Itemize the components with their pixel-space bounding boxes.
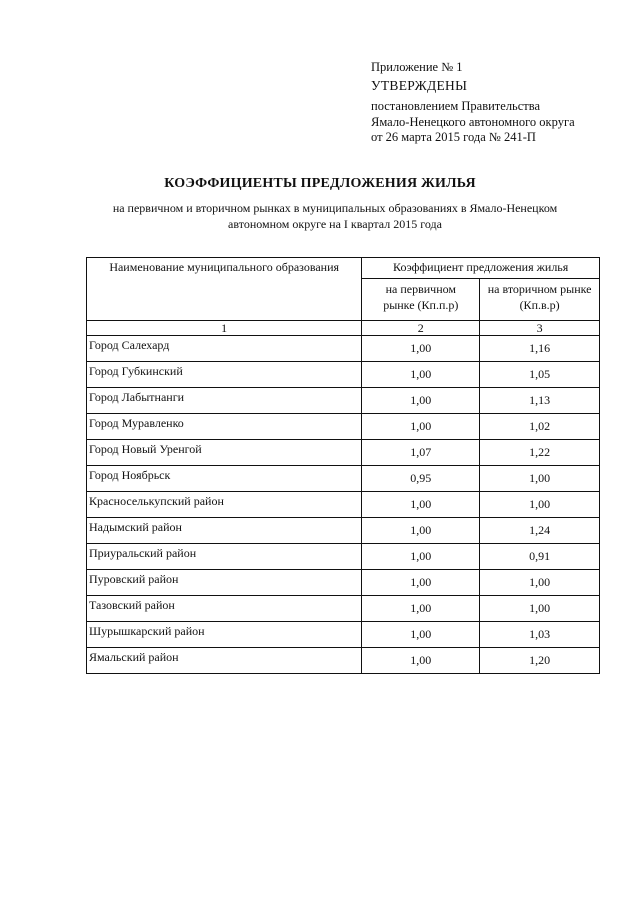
approval-stamp: [371, 60, 621, 146]
municipality-name-cell: Красноселькупский район: [87, 492, 362, 518]
primary-coefficient-cell: 1,00: [362, 596, 480, 622]
table-row: [87, 544, 600, 570]
column-number-row: [87, 321, 600, 336]
primary-coefficient-cell: 1,00: [362, 492, 480, 518]
secondary-coefficient-cell: 1,13: [480, 388, 600, 414]
primary-coefficient-cell: 1,00: [362, 648, 480, 674]
document-title: КОЭФФИЦИЕНТЫ ПРЕДЛОЖЕНИЯ ЖИЛЬЯ: [164, 176, 476, 191]
table-row: [87, 336, 600, 362]
table-row: [87, 492, 600, 518]
decree-line-3: от 26 марта 2015 года № 241-П: [371, 130, 536, 144]
table-row: [87, 466, 600, 492]
secondary-coefficient-cell: 0,91: [480, 544, 600, 570]
header-primary-line-2: рынке (Кп.п.р): [383, 297, 459, 312]
municipality-name-cell: Тазовский район: [87, 596, 362, 622]
secondary-coefficient-cell: 1,24: [480, 518, 600, 544]
document-subtitle: [90, 200, 580, 232]
table-row: [87, 440, 600, 466]
header-secondary-line-2: (Кп.в.р): [519, 297, 560, 312]
header-municipality: Наименование муниципального образования: [87, 258, 362, 321]
secondary-coefficient-cell: 1,03: [480, 622, 600, 648]
primary-coefficient-cell: 1,00: [362, 622, 480, 648]
table-row: [87, 622, 600, 648]
municipality-name-cell: Шурышкарский район: [87, 622, 362, 648]
header-secondary-market: [480, 278, 600, 320]
table-row: [87, 596, 600, 622]
coefficients-table: [86, 257, 600, 674]
table-row: [87, 414, 600, 440]
header-coefficient: Коэффициент предложения жилья: [362, 258, 600, 279]
municipality-name-cell: Город Новый Уренгой: [87, 440, 362, 466]
column-number: 2: [362, 321, 480, 336]
secondary-coefficient-cell: 1,22: [480, 440, 600, 466]
header-primary-market: [362, 278, 480, 320]
municipality-name-cell: Город Лабытнанги: [87, 388, 362, 414]
table-body: [87, 336, 600, 674]
municipality-name-cell: Приуральский район: [87, 544, 362, 570]
header-secondary-line-1: на вторичном рынке: [487, 281, 592, 296]
table-row: [87, 648, 600, 674]
subtitle-line-2: автономном округе на I квартал 2015 года: [228, 217, 442, 231]
municipality-name-cell: Надымский район: [87, 518, 362, 544]
municipality-name-cell: Город Ноябрьск: [87, 466, 362, 492]
secondary-coefficient-cell: 1,05: [480, 362, 600, 388]
subtitle-line-1: на первичном и вторичном рынках в муниципальных образованиях в Ямало-Ненецком: [112, 201, 558, 215]
header-primary-line-1: на первичном: [385, 281, 456, 296]
primary-coefficient-cell: 1,00: [362, 388, 480, 414]
table-row: [87, 570, 600, 596]
primary-coefficient-cell: 1,00: [362, 518, 480, 544]
table-row: [87, 362, 600, 388]
secondary-coefficient-cell: 1,16: [480, 336, 600, 362]
secondary-coefficient-cell: 1,00: [480, 492, 600, 518]
decree-line-2: Ямало-Ненецкого автономного округа: [371, 114, 575, 129]
secondary-coefficient-cell: 1,00: [480, 570, 600, 596]
municipality-name-cell: Город Салехард: [87, 336, 362, 362]
appendix-label: Приложение № 1: [371, 60, 463, 74]
secondary-coefficient-cell: 1,00: [480, 596, 600, 622]
primary-coefficient-cell: 1,00: [362, 362, 480, 388]
secondary-coefficient-cell: 1,00: [480, 466, 600, 492]
primary-coefficient-cell: 1,00: [362, 414, 480, 440]
secondary-coefficient-cell: 1,20: [480, 648, 600, 674]
table-row: [87, 518, 600, 544]
primary-coefficient-cell: 1,00: [362, 336, 480, 362]
primary-coefficient-cell: 1,00: [362, 544, 480, 570]
municipality-name-cell: Пуровский район: [87, 570, 362, 596]
municipality-name-cell: Город Губкинский: [87, 362, 362, 388]
secondary-coefficient-cell: 1,02: [480, 414, 600, 440]
column-number: 3: [480, 321, 600, 336]
primary-coefficient-cell: 1,00: [362, 570, 480, 596]
table-row: [87, 388, 600, 414]
decree-line-1: постановлением Правительства: [371, 99, 541, 113]
approved-label: УТВЕРЖДЕНЫ: [371, 77, 468, 93]
municipality-name-cell: Город Муравленко: [87, 414, 362, 440]
primary-coefficient-cell: 0,95: [362, 466, 480, 492]
municipality-name-cell: Ямальский район: [87, 648, 362, 674]
primary-coefficient-cell: 1,07: [362, 440, 480, 466]
column-number: 1: [87, 321, 362, 336]
